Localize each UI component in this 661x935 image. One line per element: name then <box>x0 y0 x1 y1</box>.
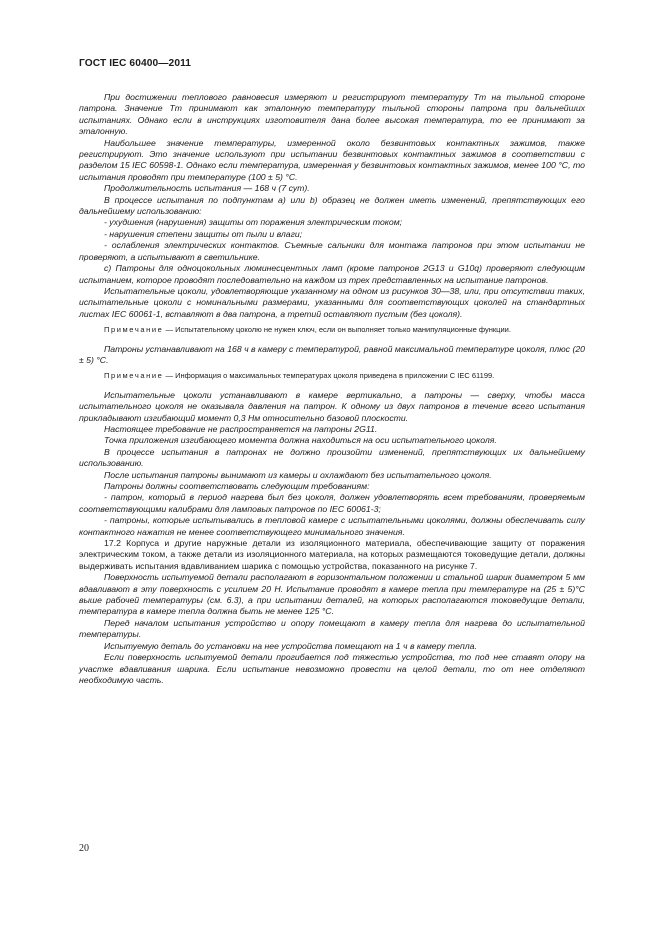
document-body <box>79 92 585 686</box>
list-item: - патроны, которые испытывались в тепловой камере с испытательными цоколями, должны обеспечивать силу контактного нажатия не менее соответствующего минимального значения. <box>79 515 585 537</box>
list-item: - ослабления электрических контактов. Съемные сальники для монтажа патронов при этом испытании не проверяют, а испытывают в светильнике. <box>79 240 585 262</box>
note <box>79 325 585 335</box>
paragraph: Если поверхность испытуемой детали прогибается под тяжестью устройства, то под нее ставят опору на участке вдавливания шарика. Если испытание невозможно провести на целой детали, то от нее отделяют необходимую часть. <box>79 652 585 685</box>
section-17-2: 17.2 Корпуса и другие наружные детали из изоляционного материала, обеспечивающие защиту от поражения электрическим током, а также детали из изоляционного материала, на которых размещаются токоведущие детали, должны выдерживать испытания вдавливанием шарика с помощью устройства, показанного на рисунке 7. <box>79 538 585 571</box>
paragraph: Наибольшее значение температуры, измеренной около безвинтовых контактных зажимов, также регистрируют. Это значение используют при испытании безвинтовых контактных зажимов в соответствии с разделом 15 IEC 60598-1. Однако если температура, измеренная у безвинтовых контактных зажимов, менее 100 °C, то испытания проводят при температуре (100 ± 5) °C. <box>79 137 585 182</box>
paragraph: При достижении теплового равновесия измеряют и регистрируют температуру Tm на тыльной стороне патрона. Значение Tm принимают как эталонную температуру тыльной стороны патрона при дальнейших испытаниях. Однако если в инструкциях изготовителя дана более высокая температура, то ее принимают за эталонную. <box>79 92 585 137</box>
paragraph: Испытательные цоколи устанавливают в камере вертикально, а патроны — сверху, чтобы масса испытательного цоколя не оказывала давления на патрон. К одному из двух патронов в течение всего испытания прикладывают изгибающий момент 0,3 Нм относительно базовой плоскости. <box>79 389 585 423</box>
note-label: Примечание <box>104 371 164 381</box>
note <box>79 371 585 381</box>
note-text: — Испытательному цоколю не нужен ключ, если он выполняет только манипуляционные функции. <box>163 325 511 335</box>
paragraph: Патроны должны соответствовать следующим требованиям: <box>104 481 370 491</box>
paragraph: Продолжительность испытания — 168 ч (7 сут). <box>104 183 310 194</box>
paragraph: c) Патроны для одноцокольных люминесцентных ламп (кроме патронов 2G13 и G10q) проверяют следующим испытанием, которое проводят последовательно на каждом из трех представленных на испытание патронов. <box>79 263 585 285</box>
paragraph: В процессе испытания по подпунктам a) или b) образец не должен иметь изменений, препятствующих его дальнейшему использованию: <box>79 194 585 217</box>
paragraph: В процессе испытания в патронах не должно произойти изменений, препятствующих их дальнейшему использованию. <box>79 446 585 469</box>
paragraph: Перед началом испытания устройство и опору помещают в камеру тепла для нагрева до испытательной температуры. <box>79 617 585 640</box>
list-item: - нарушения степени защиты от пыли и влаги; <box>104 228 303 239</box>
paragraph: Патроны устанавливают на 168 ч в камеру с температурой, равной максимальной температуре цоколя, плюс (20 ± 5) °C. <box>79 343 585 365</box>
note-label: Примечание <box>104 325 164 335</box>
page-number: 20 <box>79 843 89 854</box>
paragraph: Испытуемую деталь до установки на нее устройства помещают на 1 ч в камеру тепла. <box>104 640 477 651</box>
paragraph: Поверхность испытуемой детали располагают в горизонтальном положении и стальной шарик диаметром 5 мм вдавливают в эту поверхность с усилием 20 Н. Испытание проводят в камере тепла при температуре на (25 ± 5)°C выше рабочей температуры (см. 6.3), а при испытании деталей, на которых располагаются токоведущие детали, температура в камере тепла должна быть не менее 125 °C. <box>79 572 585 617</box>
list-item: - патрон, который в период нагрева был без цоколя, должен удовлетворять всем требованиям, проверяемым соответствующими калибрами для ламповых патронов по IEC 60061-3; <box>79 492 585 514</box>
paragraph: Настоящее требование не распространяется на патроны 2G11. <box>104 423 378 434</box>
paragraph: Испытательные цоколи, удовлетворяющие указанному на одном из рисунков 30—38, или, при отсутствии таких, испытательные цоколи с номинальными размерами, указанными для соответствующих цоколей на стандартных листах IEC 60061-1, вставляют в два патрона, а третий оставляют пустым (без цоколя). <box>79 285 585 319</box>
document-header: ГОСТ IEC 60400—2011 <box>79 58 192 69</box>
paragraph: После испытания патроны вынимают из камеры и охлаждают без испытательного цоколя. <box>104 469 492 480</box>
paragraph: Точка приложения изгибающего момента должна находиться на оси испытательного цоколя. <box>104 435 497 446</box>
note-text: — Информация о максимальных температурах цоколя приведена в приложении C IEC 61199. <box>163 371 495 381</box>
list-item: - ухудшения (нарушения) защиты от поражения электрическим током; <box>104 217 403 228</box>
